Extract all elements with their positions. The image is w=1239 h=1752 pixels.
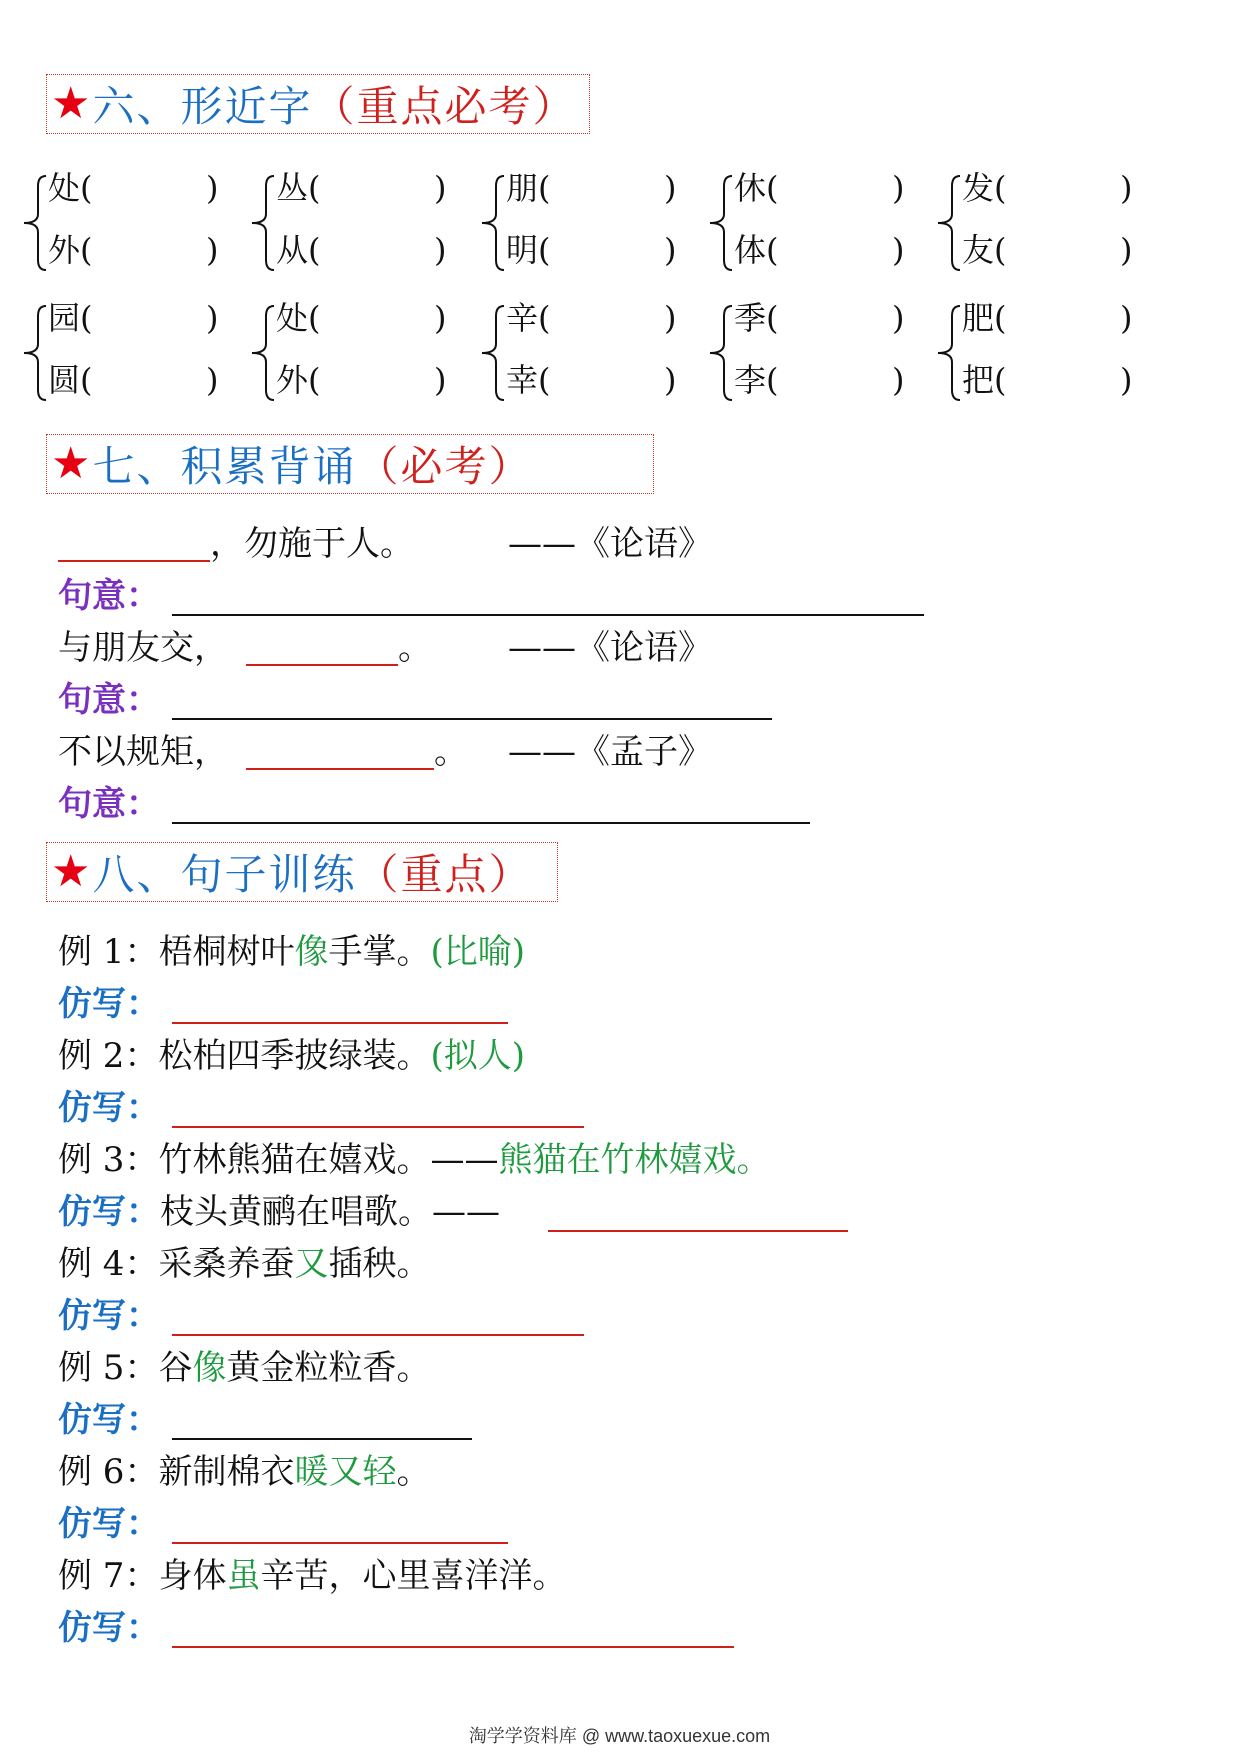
char: 朋 (506, 169, 539, 207)
brace-icon (478, 298, 508, 408)
star-icon: ★ (51, 438, 91, 489)
example-3 (58, 1138, 770, 1182)
char-row (734, 230, 905, 270)
quote-prefix: 不以规矩， (58, 732, 228, 772)
answer-blank[interactable] (246, 768, 434, 770)
highlight-word: 又 (294, 1244, 329, 1284)
char: 李 (734, 361, 767, 399)
highlight-sentence: 熊猫在竹林嬉戏。 (498, 1140, 771, 1180)
section-title-paren: （重点必考） (312, 82, 577, 131)
paren-open: ( (766, 361, 779, 399)
char: 肥 (962, 299, 995, 337)
char-pair-group (706, 298, 916, 418)
char-row (276, 298, 447, 338)
brace-icon (934, 298, 964, 408)
copy-label: 仿写： (58, 1400, 160, 1440)
char-row (276, 230, 447, 270)
paren-close: ) (664, 231, 677, 269)
char-pair-group (934, 298, 1144, 418)
brace-icon (20, 298, 50, 408)
char: 友 (962, 231, 995, 269)
char: 外 (276, 361, 309, 399)
copy-label: 仿写： (58, 984, 160, 1024)
section-title-paren: （必考） (356, 442, 533, 491)
paren-open: ( (538, 361, 551, 399)
example-text: 插秧。 (328, 1244, 431, 1284)
char-row (506, 298, 677, 338)
example-6 (58, 1450, 430, 1494)
char: 处 (276, 299, 309, 337)
paren-open: ( (308, 169, 321, 207)
copy-label: 仿写： (58, 1088, 160, 1128)
copy-blank[interactable] (172, 1334, 584, 1336)
paren-open: ( (80, 361, 93, 399)
paren-open: ( (766, 299, 779, 337)
paren-close: ) (664, 169, 677, 207)
meaning-blank[interactable] (172, 718, 772, 720)
char: 幸 (506, 361, 539, 399)
paren-close: ) (434, 169, 447, 207)
char-row (48, 168, 219, 208)
paren-open: ( (994, 231, 1007, 269)
copy-label: 仿写： (58, 1192, 160, 1232)
paren-open: ( (994, 361, 1007, 399)
example-text: 。 (396, 1452, 431, 1492)
paren-close: ) (206, 299, 219, 337)
char-row (506, 168, 677, 208)
char-row (506, 230, 677, 270)
example-text: 例 6：新制棉衣 (58, 1452, 295, 1492)
paren-open: ( (308, 231, 321, 269)
char-pair-group (248, 168, 458, 288)
copy-blank[interactable] (172, 1646, 734, 1648)
copy-prompt: 枝头黄鹂在唱歌。—— (160, 1192, 500, 1232)
star-icon: ★ (51, 78, 91, 129)
char-row (962, 230, 1133, 270)
char: 处 (48, 169, 81, 207)
section-header-7 (46, 434, 654, 494)
char-row (48, 360, 219, 400)
char: 体 (734, 231, 767, 269)
meaning-blank[interactable] (172, 614, 924, 616)
brace-icon (248, 298, 278, 408)
paren-open: ( (538, 299, 551, 337)
paren-open: ( (80, 231, 93, 269)
copy-blank[interactable] (172, 1022, 508, 1024)
char-row (506, 360, 677, 400)
char-pair-group (706, 168, 916, 288)
char-row (48, 230, 219, 270)
brace-icon (934, 168, 964, 278)
highlight-word: 像 (192, 1348, 227, 1388)
example-text: 手掌。 (328, 932, 431, 972)
paren-close: ) (664, 299, 677, 337)
paren-close: ) (434, 299, 447, 337)
char-row (276, 168, 447, 208)
highlight-word: 暖又轻 (294, 1452, 397, 1492)
paren-close: ) (206, 231, 219, 269)
example-4 (58, 1242, 430, 1286)
char-pair-group (20, 298, 230, 418)
char: 圆 (48, 361, 81, 399)
section-header-6 (46, 74, 590, 134)
rhetoric-tag: (比喻) (430, 932, 525, 972)
meaning-blank[interactable] (172, 822, 810, 824)
answer-blank[interactable] (246, 664, 398, 666)
section-title: 六、形近字 (92, 82, 313, 131)
meaning-label: 句意： (58, 680, 160, 720)
paren-close: ) (206, 361, 219, 399)
char-row (734, 168, 905, 208)
paren-close: ) (1120, 299, 1133, 337)
paren-close: ) (206, 169, 219, 207)
paren-close: ) (434, 361, 447, 399)
paren-open: ( (994, 169, 1007, 207)
paren-close: ) (1120, 231, 1133, 269)
paren-open: ( (538, 169, 551, 207)
paren-close: ) (892, 169, 905, 207)
char: 丛 (276, 169, 309, 207)
paren-close: ) (434, 231, 447, 269)
paren-open: ( (80, 299, 93, 337)
rhetoric-tag: (拟人) (430, 1036, 525, 1076)
char-pair-group (478, 298, 688, 418)
example-text: 黄金粒粒香。 (226, 1348, 431, 1388)
quote-suffix: 。 (398, 628, 432, 668)
char-pair-group (478, 168, 688, 288)
char: 辛 (506, 299, 539, 337)
footer-watermark: 淘学学资料库 @ www.taoxuexue.com (468, 1726, 771, 1746)
section-title: 八、句子训练 (92, 850, 357, 899)
char-pair-group (934, 168, 1144, 288)
paren-open: ( (994, 299, 1007, 337)
char: 季 (734, 299, 767, 337)
example-7 (58, 1554, 566, 1598)
paren-close: ) (892, 231, 905, 269)
section-title-paren: （重点） (356, 850, 533, 899)
copy-blank[interactable] (172, 1542, 508, 1544)
brace-icon (20, 168, 50, 278)
char-row (962, 360, 1133, 400)
highlight-word: 像 (294, 932, 329, 972)
char-pair-group (20, 168, 230, 288)
copy-blank[interactable] (548, 1230, 848, 1232)
char-row (734, 360, 905, 400)
example-text: 例 4：采桑养蚕 (58, 1244, 295, 1284)
char-row (48, 298, 219, 338)
example-2 (58, 1034, 525, 1078)
char: 明 (506, 231, 539, 269)
char-pair-group (248, 298, 458, 418)
paren-close: ) (1120, 169, 1133, 207)
answer-blank[interactable] (58, 560, 210, 562)
char: 园 (48, 299, 81, 337)
star-icon: ★ (51, 846, 91, 897)
char-row (962, 168, 1133, 208)
highlight-word: 虽 (226, 1556, 261, 1596)
example-text: 例 3：竹林熊猫在嬉戏。—— (58, 1140, 499, 1180)
meaning-label: 句意： (58, 576, 160, 616)
example-text: 例 5：谷 (58, 1348, 193, 1388)
char: 把 (962, 361, 995, 399)
char-row (734, 298, 905, 338)
char: 休 (734, 169, 767, 207)
copy-label: 仿写： (58, 1296, 160, 1336)
quote-text: ，勿施于人。 (210, 524, 414, 564)
example-text: 例 2：松柏四季披绿装。 (58, 1036, 431, 1076)
char: 发 (962, 169, 995, 207)
paren-open: ( (308, 299, 321, 337)
paren-open: ( (766, 169, 779, 207)
paren-open: ( (766, 231, 779, 269)
char: 从 (276, 231, 309, 269)
paren-open: ( (538, 231, 551, 269)
copy-label: 仿写： (58, 1504, 160, 1544)
copy-row-3 (58, 1190, 500, 1234)
brace-icon (706, 168, 736, 278)
example-text: 例 7：身体 (58, 1556, 227, 1596)
brace-icon (478, 168, 508, 278)
quote-source: ——《论语》 (508, 524, 712, 564)
paren-open: ( (308, 361, 321, 399)
quote-source: ——《孟子》 (508, 732, 712, 772)
quote-source: ——《论语》 (508, 628, 712, 668)
brace-icon (706, 298, 736, 408)
brace-icon (248, 168, 278, 278)
copy-label: 仿写： (58, 1608, 160, 1648)
example-text: 辛苦，心里喜洋洋。 (260, 1556, 567, 1596)
paren-open: ( (80, 169, 93, 207)
section-header-8 (46, 842, 558, 902)
quote-suffix: 。 (434, 732, 468, 772)
char: 外 (48, 231, 81, 269)
example-1 (58, 930, 525, 974)
paren-close: ) (892, 361, 905, 399)
char-row (962, 298, 1133, 338)
paren-close: ) (892, 299, 905, 337)
paren-close: ) (1120, 361, 1133, 399)
copy-blank[interactable] (172, 1438, 472, 1440)
quote-prefix: 与朋友交， (58, 628, 228, 668)
char-row (276, 360, 447, 400)
copy-blank[interactable] (172, 1126, 584, 1128)
section-title: 七、积累背诵 (92, 442, 357, 491)
paren-close: ) (664, 361, 677, 399)
example-text: 例 1：梧桐树叶 (58, 932, 295, 972)
meaning-label: 句意： (58, 784, 160, 824)
example-5 (58, 1346, 430, 1390)
